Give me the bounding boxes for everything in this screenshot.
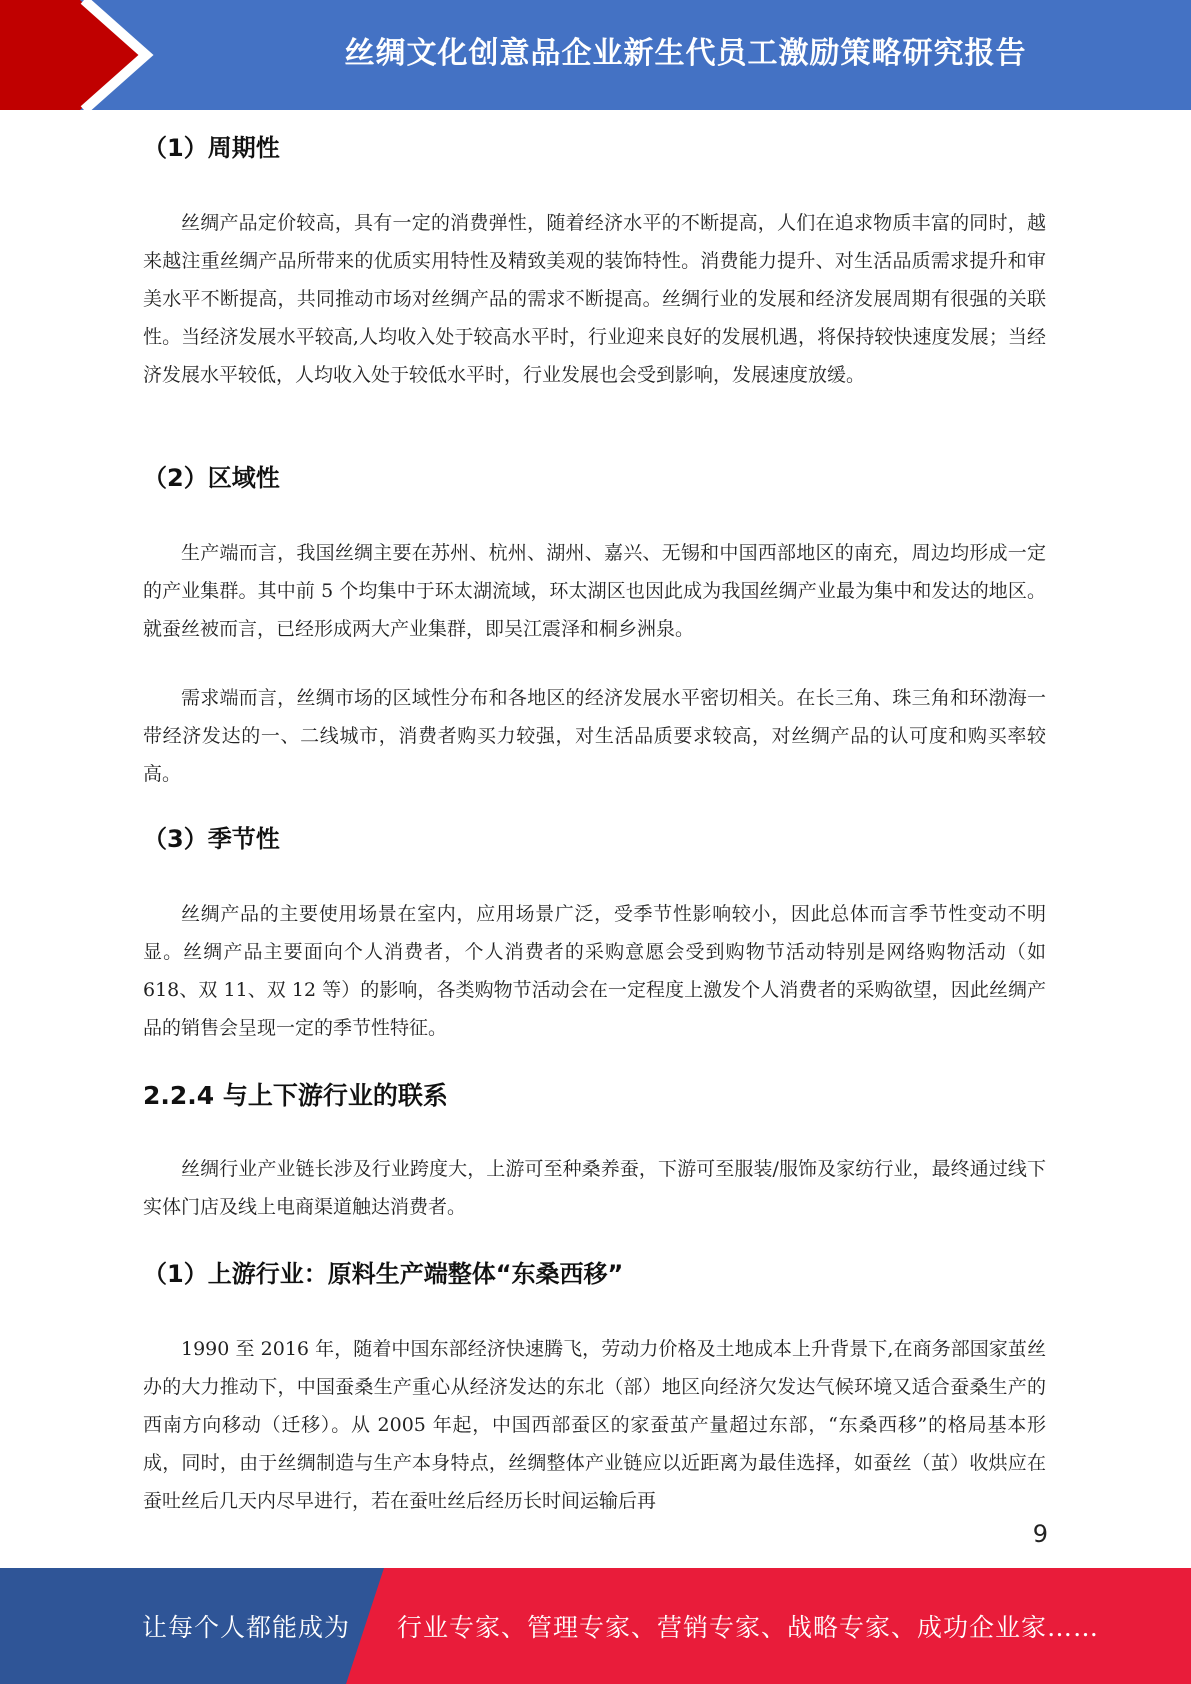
section-heading-regional: （2）区域性 [143, 464, 280, 492]
section-heading-seasonal: （3）季节性 [143, 825, 280, 853]
section-heading-cyclical: （1）周期性 [143, 134, 280, 162]
section-heading-upstream: （1）上游行业：原料生产端整体“东桑西移” [143, 1260, 624, 1288]
header-banner [0, 0, 1191, 110]
paragraph-chain: 丝绸行业产业链长涉及行业跨度大，上游可至种桑养蚕，下游可至服装/服饰及家纺行业，最终通过线下实体门店及线上电商渠道触达消费者。 [143, 1158, 1046, 1218]
footer-slogan-right: 行业专家、管理专家、营销专家、战略专家、成功企业家…… [397, 1613, 1100, 1642]
footer-banner [0, 1568, 1191, 1684]
section-heading-chain: 2.2.4 与上下游行业的联系 [143, 1081, 448, 1110]
footer-slogan-left: 让每个人都能成为 [142, 1613, 351, 1642]
page-number: 9 [1032, 1520, 1048, 1548]
document-title: 丝绸文化创意品企业新生代员工激励策略研究报告 [344, 36, 1027, 71]
paragraph-cyclical: 丝绸产品定价较高，具有一定的消费弹性，随着经济水平的不断提高，人们在追求物质丰富的同时，越来越注重丝绸产品所带来的优质实用特性及精致美观的装饰特性。消费能力提升、对生活品质需求提升和审美水平不断提高，共同推动市场对丝绸产品的需求不断提高。丝绸行业的发展和经济发展周期有很强的关联性。当经济发展水平较高,人均收入处于较高水平时，行业迎来良好的发展机遇，将保持较快速度发展；当经济发展水平较低，人均收入处于较低水平时，行业发展也会受到影响，发展速度放缓。 [143, 212, 1046, 386]
paragraph-regional-production: 生产端而言，我国丝绸主要在苏州、杭州、湖州、嘉兴、无锡和中国西部地区的南充，周边均形成一定的产业集群。其中前 5 个均集中于环太湖流域，环太湖区也因此成为我国丝绸产业最为集中和发达的地区。就蚕丝被而言，已经形成两大产业集群，即吴江震泽和桐乡洲泉。 [143, 542, 1046, 640]
paragraph-regional-demand: 需求端而言，丝绸市场的区域性分布和各地区的经济发展水平密切相关。在长三角、珠三角和环渤海一带经济发达的一、二线城市，消费者购买力较强，对生活品质要求较高，对丝绸产品的认可度和购买率较高。 [143, 687, 1046, 785]
paragraph-upstream: 1990 至 2016 年，随着中国东部经济快速腾飞，劳动力价格及土地成本上升背景下,在商务部国家茧丝办的大力推动下，中国蚕桑生产重心从经济发达的东北（部）地区向经济欠发达气候环境又适合蚕桑生产的西南方向移动（迁移）。从 2005 年起，中国西部蚕区的家蚕茧产量超过东部，“东桑西移”的格局基本形成，同时，由于丝绸制造与生产本身特点，丝绸整体产业链应以近距离为最佳选择，如蚕丝（茧）收烘应在蚕吐丝后几天内尽早进行，若在蚕吐丝后经历长时间运输后再 [143, 1338, 1046, 1512]
paragraph-seasonal: 丝绸产品的主要使用场景在室内，应用场景广泛，受季节性影响较小，因此总体而言季节性变动不明显。丝绸产品主要面向个人消费者，个人消费者的采购意愿会受到购物节活动特别是网络购物活动（如 618、双 11、双 12 等）的影响，各类购物节活动会在一定程度上激发个人消费者的采购欲望，因此丝绸产品的销售会呈现一定的季节性特征。 [143, 903, 1046, 1039]
